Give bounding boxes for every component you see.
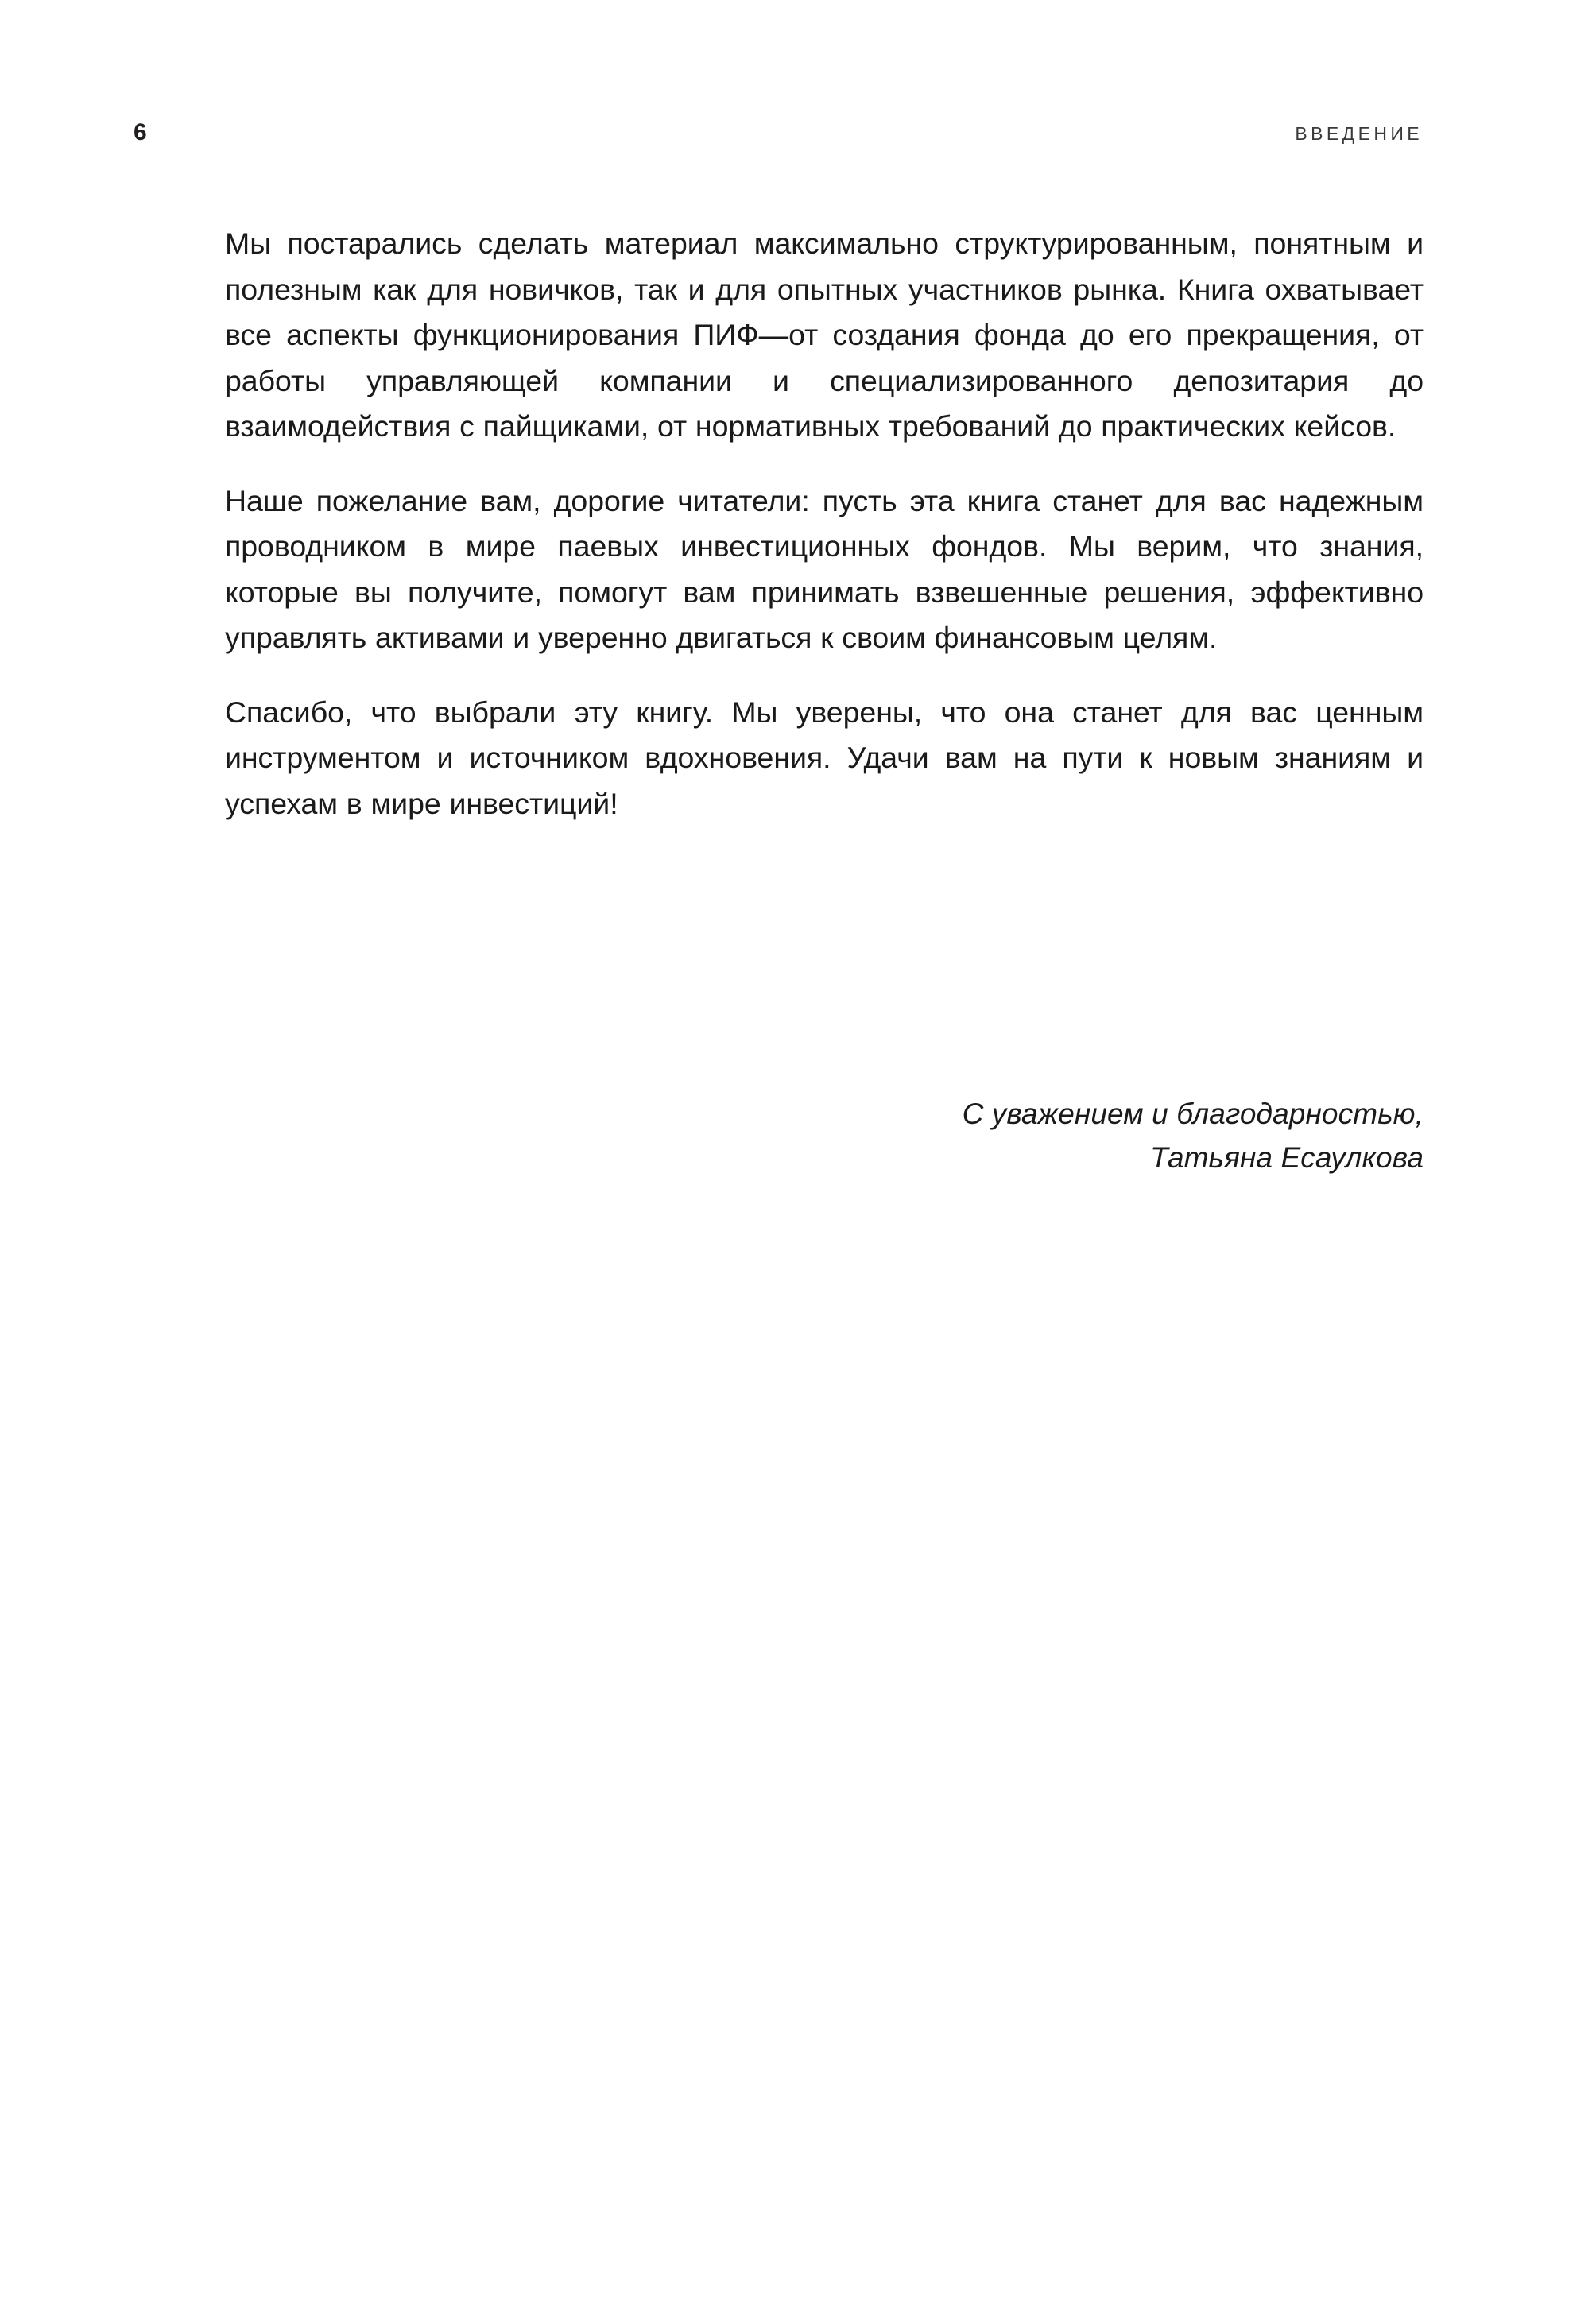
body-paragraph: Наше пожелание вам, дорогие читатели: пусть эта книга станет для вас надежным проводником в мире паевых инвестиционных фондов. Мы верим, что знания, которые вы получите, помогут вам принимать взвешенные решения, эффективно управлять активами и уверенно двигаться к своим финансовым целям.: [225, 483, 1424, 654]
body-paragraph: Спасибо, что выбрали эту книгу. Мы уверены, что она станет для вас ценным инструментом и источником вдохновения. Удачи вам на пути к новым знаниям и успехам в мире инвестиций!: [225, 695, 1424, 820]
signature-closing: С уважением и благодарностью,: [962, 1098, 1424, 1130]
page-number: 6: [134, 119, 147, 145]
signature-name: Татьяна Есаулкова: [1150, 1141, 1424, 1174]
running-head: [134, 121, 1423, 159]
body-text-column: [225, 221, 1424, 827]
signature-block: [225, 1092, 1424, 1179]
running-head-title: ВВЕДЕНИЕ: [1295, 123, 1423, 144]
body-paragraph: Мы постарались сделать материал максимально структурированным, понятным и полезным как для новичков, так и для опытных участников рынка. Книга охватывает все аспекты функционирования ПИФ—от создания фонда до его прекращения, от работы управляющей компании и специализированного депозитария до взаимодействия с пайщиками, от нормативных требований до практических кейсов.: [225, 227, 1424, 443]
